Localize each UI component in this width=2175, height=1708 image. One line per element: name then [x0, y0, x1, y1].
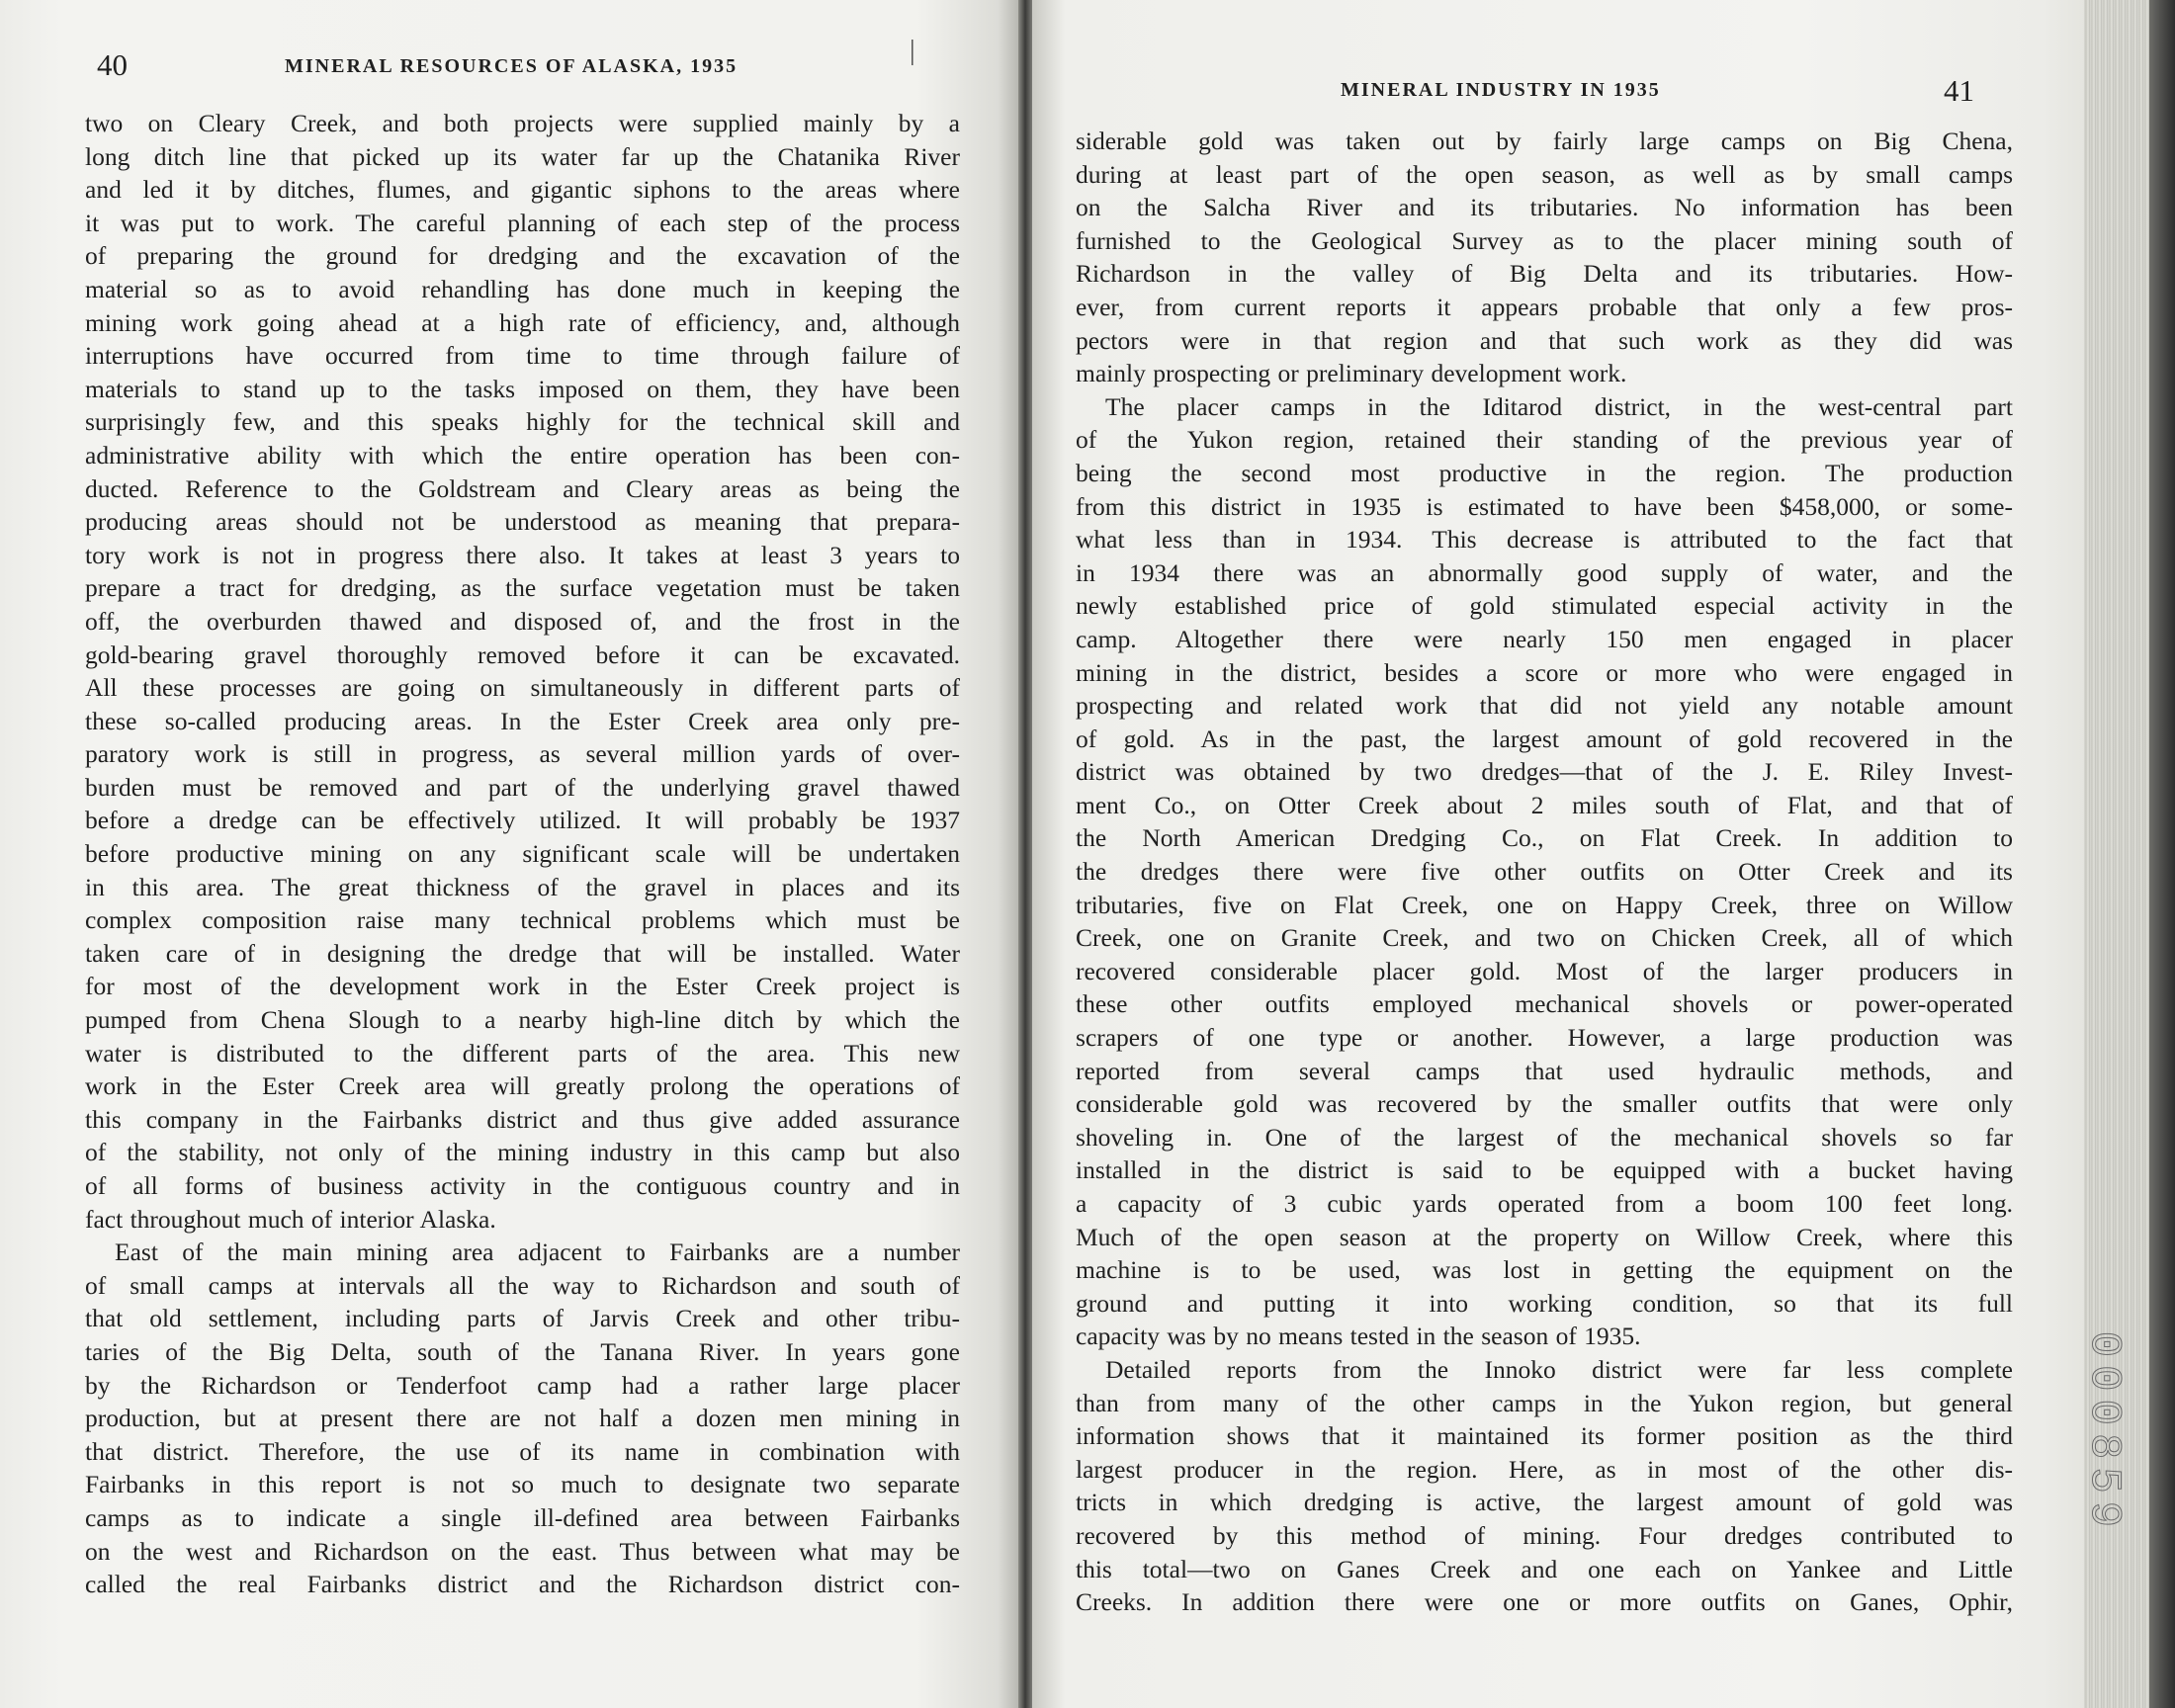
text-line: being the second most productive in the region. The production [1076, 458, 2013, 487]
left-body-text [85, 107, 960, 1601]
text-line: of all forms of business activity in the contiguous country and in [85, 1171, 960, 1200]
text-line: Richardson in the valley of Big Delta and its tributaries. How- [1076, 259, 2013, 289]
text-line: ducted. Reference to the Goldstream and Cleary areas as being the [85, 473, 960, 503]
text-line: paratory work is still in progress, as several million yards of over- [85, 739, 960, 769]
text-line: in this area. The great thickness of the gravel in places and its [85, 872, 960, 901]
text-line: of the stability, not only of the mining industry in this camp but also [85, 1138, 960, 1167]
text-line: that district. Therefore, the use of its name in combination with [85, 1436, 960, 1466]
text-line: largest producer in the region. Here, as in most of the other dis- [1076, 1454, 2013, 1484]
text-line: what less than in 1934. This decrease is attributed to the fact that [1076, 525, 2013, 555]
text-line: interruptions have occurred from time to time through failure of [85, 341, 960, 371]
text-line: ground and putting it into working condition, so that its full [1076, 1288, 2013, 1318]
text-line: recovered by this method of mining. Four dredges contributed to [1076, 1520, 2013, 1550]
right-body-text [1076, 125, 2013, 1619]
text-line: information shows that it maintained its former position as the third [1076, 1421, 2013, 1451]
right-page [1032, 0, 2131, 1708]
text-line: taries of the Big Delta, south of the Tanana River. In years gone [85, 1336, 960, 1366]
text-line: material so as to avoid rehandling has done much in keeping the [85, 274, 960, 303]
text-line: ment Co., on Otter Creek about 2 miles south of Flat, and that of [1076, 790, 2013, 819]
text-line: this company in the Fairbanks district and thus give added assurance [85, 1104, 960, 1134]
text-line: tricts in which dredging is active, the largest amount of gold was [1076, 1488, 2013, 1517]
text-line: Fairbanks in this report is not so much to designate two separate [85, 1470, 960, 1499]
text-line: mining work going ahead at a high rate of efficiency, and, although [85, 307, 960, 337]
text-line: camps as to indicate a single ill-defined area between Fairbanks [85, 1502, 960, 1532]
text-line: ever, from current reports it appears probable that only a few pros- [1076, 292, 2013, 321]
text-line: of small camps at intervals all the way to Richardson and south of [85, 1270, 960, 1300]
text-line: administrative ability with which the entire operation has been con- [85, 440, 960, 470]
text-line: tory work is not in progress there also. It takes at least 3 years to [85, 540, 960, 569]
text-line: of the Yukon region, retained their standing of the previous year of [1076, 425, 2013, 455]
text-line: tributaries, five on Flat Creek, one on Happy Creek, three on Willow [1076, 890, 2013, 919]
text-line: capacity was by no means tested in the season of 1935. [1076, 1322, 1641, 1351]
text-line: of gold. As in the past, the largest amount of gold recovered in the [1076, 724, 2013, 753]
text-line: called the real Fairbanks district and the Richardson district con- [85, 1570, 960, 1599]
text-line: pumped from Chena Slough to a nearby high-line ditch by which the [85, 1005, 960, 1035]
text-line: producing areas should not be understood as meaning that prepara- [85, 507, 960, 537]
text-line: the North American Dredging Co., on Flat Creek. In addition to [1076, 823, 2013, 853]
text-line: newly established price of gold stimulated especial activity in the [1076, 591, 2013, 621]
text-line: of preparing the ground for dredging and the excavation of the [85, 241, 960, 271]
running-head-left: MINERAL RESOURCES OF ALASKA, 1935 [285, 55, 739, 77]
text-line: mainly prospecting or preliminary development work. [1076, 359, 1627, 388]
text-line: before productive mining on any significant scale will be undertaken [85, 839, 960, 869]
text-line: Much of the open season at the property on Willow Creek, where this [1076, 1222, 2013, 1251]
text-line: shoveling in. One of the largest of the mechanical shovels so far [1076, 1122, 2013, 1152]
text-line: installed in the district is said to be equipped with a bucket having [1076, 1155, 2013, 1185]
text-line: mining in the district, besides a score or more who were engaged in [1076, 657, 2013, 687]
text-line: in 1934 there was an abnormally good supply of water, and the [1076, 557, 2013, 587]
left-page [0, 0, 1018, 1708]
text-line: machine is to be used, was lost in getting the equipment on the [1076, 1255, 2013, 1285]
text-line: during at least part of the open season, as well as by small camps [1076, 159, 2013, 189]
text-line: prospecting and related work that did not yield any notable amount [1076, 691, 2013, 721]
text-line: Creek, one on Granite Creek, and two on Chicken Creek, all of which [1076, 923, 2013, 953]
text-line: these so-called producing areas. In the Ester Creek area only pre- [85, 706, 960, 735]
text-line: fact throughout much of interior Alaska. [85, 1204, 496, 1234]
text-line: surprisingly few, and this speaks highly for the technical skill and [85, 407, 960, 437]
text-line: camp. Altogether there were nearly 150 men engaged in placer [1076, 624, 2013, 653]
page-number-left: 40 [97, 47, 128, 82]
text-line: burden must be removed and part of the underlying gravel thawed [85, 772, 960, 802]
text-line: reported from several camps that used hydraulic methods, and [1076, 1056, 2013, 1085]
text-line: before a dredge can be effectively utilized. It will probably be 1937 [85, 806, 960, 835]
text-line: production, but at present there are not half a dozen men mining in [85, 1404, 960, 1433]
text-line: for most of the development work in the Ester Creek project is [85, 972, 960, 1001]
text-line: gold-bearing gravel thoroughly removed before it can be excavated. [85, 640, 960, 669]
text-line: prepare a tract for dredging, as the surface vegetation must be taken [85, 573, 960, 603]
text-line: All these processes are going on simultaneously in different parts of [85, 673, 960, 703]
text-line: than from many of the other camps in the Yukon region, but general [1076, 1388, 2013, 1417]
book-gutter [1018, 0, 1032, 1708]
text-line: the dredges there were five other outfits on Otter Creek and its [1076, 857, 2013, 887]
text-line: scrapers of one type or another. However, a large production was [1076, 1023, 2013, 1053]
text-line: taken care of in designing the dredge that will be installed. Water [85, 938, 960, 968]
text-line: The placer camps in the Iditarod district, in the west-central part [1105, 391, 2013, 421]
stamp-number: 000859 [2079, 1330, 2129, 1536]
text-line: East of the main mining area adjacent to Fairbanks are a number [115, 1238, 960, 1267]
text-line: long ditch line that picked up its water far up the Chatanika River [85, 141, 960, 171]
text-line: off, the overburden thawed and disposed of, and the frost in the [85, 606, 960, 636]
text-line: on the Salcha River and its tributaries. No information has been [1076, 193, 2013, 222]
text-line: siderable gold was taken out by fairly large camps on Big Chena, [1076, 127, 2013, 155]
text-line: recovered considerable placer gold. Most of the larger producers in [1076, 956, 2013, 985]
running-head-right: MINERAL INDUSTRY IN 1935 [1341, 79, 1661, 101]
text-line: two on Cleary Creek, and both projects were supplied mainly by a [85, 109, 960, 137]
pencil-mark: | [910, 36, 915, 66]
text-line: Creeks. In addition there were one or more outfits on Ganes, Ophir, [1076, 1587, 2013, 1617]
text-line: work in the Ester Creek area will greatly prolong the operations of [85, 1071, 960, 1101]
text-line: and led it by ditches, flumes, and gigantic siphons to the areas where [85, 175, 960, 205]
page-number-right: 41 [1944, 73, 1974, 108]
text-line: pectors were in that region and that such work as they did was [1076, 325, 2013, 355]
text-line: materials to stand up to the tasks imposed on them, they have been [85, 374, 960, 403]
text-line: considerable gold was recovered by the smaller outfits that were only [1076, 1089, 2013, 1119]
archive-stamp-number [2074, 1295, 2133, 1572]
text-line: on the west and Richardson on the east. Thus between what may be [85, 1536, 960, 1566]
text-line: from this district in 1935 is estimated to have been $458,000, or some- [1076, 491, 2013, 521]
text-line: furnished to the Geological Survey as to the placer mining south of [1076, 225, 2013, 255]
text-line: water is distributed to the different parts of the area. This new [85, 1038, 960, 1068]
text-line: that old settlement, including parts of Jarvis Creek and other tribu- [85, 1304, 960, 1333]
text-line: by the Richardson or Tenderfoot camp had a rather large placer [85, 1370, 960, 1400]
text-line: this total—two on Ganes Creek and one each on Yankee and Little [1076, 1554, 2013, 1583]
text-line: it was put to work. The careful planning of each step of the process [85, 208, 960, 237]
text-line: district was obtained by two dredges—that of the J. E. Riley Invest- [1076, 757, 2013, 787]
text-line: these other outfits employed mechanical shovels or power-operated [1076, 989, 2013, 1019]
text-line: Detailed reports from the Innoko district were far less complete [1105, 1354, 2013, 1384]
text-line: complex composition raise many technical problems which must be [85, 905, 960, 935]
text-line: a capacity of 3 cubic yards operated from a boom 100 feet long. [1076, 1189, 2013, 1218]
